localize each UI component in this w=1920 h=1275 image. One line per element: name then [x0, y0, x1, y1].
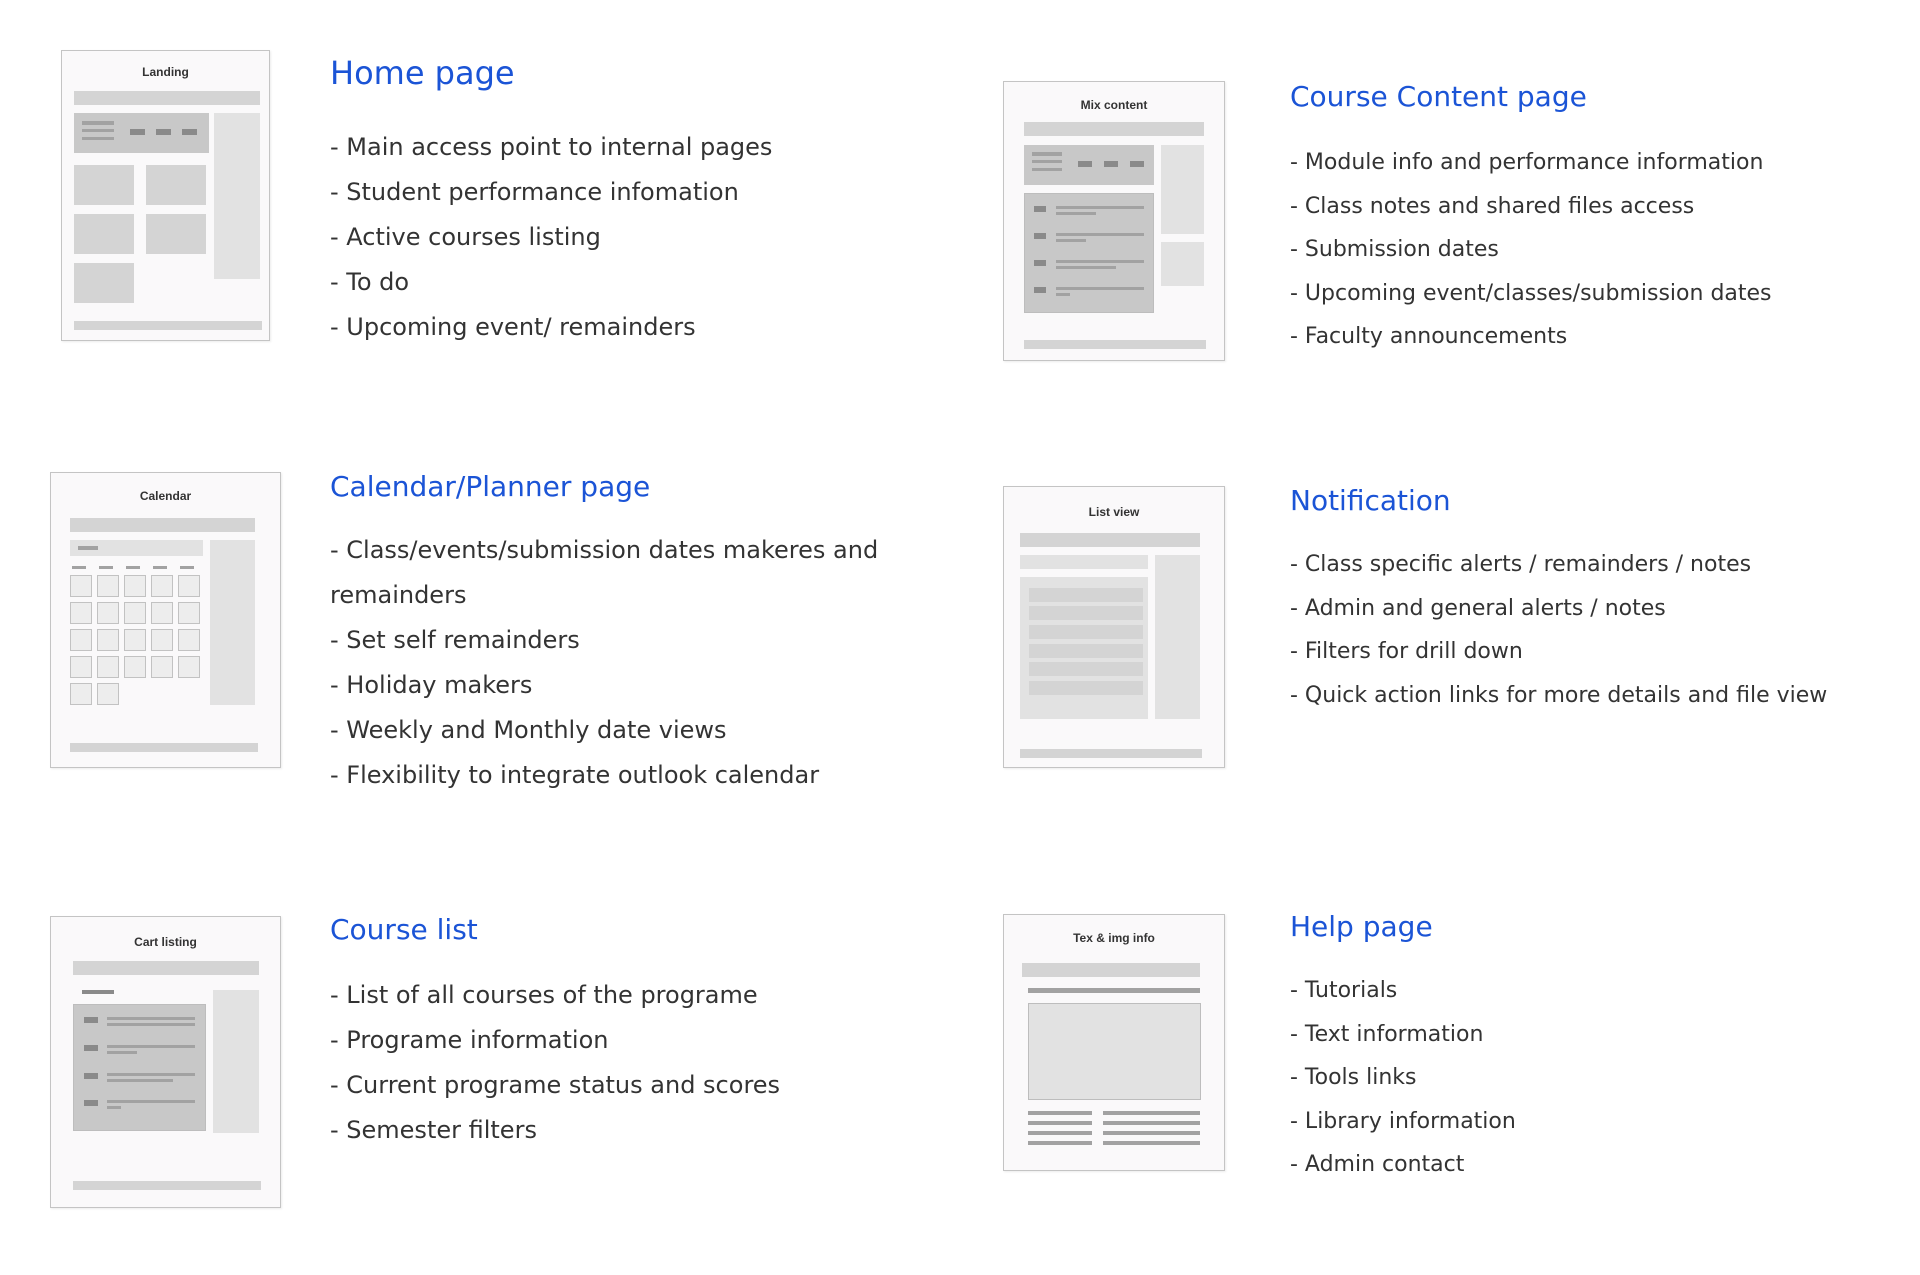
wireframe-calendar-cell [151, 656, 173, 678]
heading-home-page: Home page [330, 54, 515, 92]
calendar-feature-list [330, 528, 878, 798]
list-item: - Active courses listing [330, 223, 601, 251]
list-item: - To do [330, 268, 410, 296]
wireframe-title: Tex & img info [1073, 931, 1155, 945]
list-item: - Set self remainders [330, 626, 580, 654]
wireframe-card [74, 214, 134, 254]
heading-course-list: Course list [330, 913, 478, 946]
wireframe-sidebar [1161, 145, 1204, 234]
list-item: - Admin contact [1290, 1152, 1465, 1177]
wireframe-sidebar [213, 990, 259, 1133]
list-item: - Library information [1290, 1108, 1516, 1134]
wireframe-cart-listing-thumbnail [50, 916, 281, 1208]
wireframe-footer-bar [1020, 749, 1202, 758]
wireframe-footer-bar [1024, 340, 1206, 349]
wireframe-calendar-cell [151, 629, 173, 651]
course-content-feature-list [1290, 141, 1772, 359]
wireframe-header-bar [1020, 533, 1200, 547]
wireframe-calendar-cell [97, 629, 119, 651]
list-item: - Semester filters [330, 1116, 537, 1144]
wireframe-card [74, 165, 134, 205]
wireframe-filter-bar [1020, 555, 1148, 569]
wireframe-calendar-cell [97, 602, 119, 624]
list-item: - Flexibility to integrate outlook calendar [330, 761, 820, 789]
wireframe-sidebar [1155, 555, 1200, 719]
wireframe-header-bar [73, 961, 259, 975]
wireframe-calendar-cell [151, 602, 173, 624]
wireframe-calendar-cell [178, 629, 200, 651]
wireframe-calendar-cell [124, 602, 146, 624]
heading-help-page: Help page [1290, 910, 1433, 943]
list-item: remainders [330, 581, 467, 609]
list-item: - Upcoming event/ remainders [330, 313, 696, 341]
wireframe-landing-thumbnail [61, 50, 270, 341]
wireframe-calendar-thumbnail [50, 472, 281, 768]
course-list-feature-list [330, 973, 780, 1153]
help-page-feature-list [1290, 969, 1516, 1187]
wireframe-calendar-cell [70, 683, 92, 705]
list-item: - Text information [1290, 1021, 1484, 1047]
list-item: - Student performance infomation [330, 178, 739, 206]
wireframe-card [146, 165, 206, 205]
wireframe-text-image-info-thumbnail [1003, 914, 1225, 1171]
wireframe-title: Cart listing [134, 935, 197, 949]
list-item: - Class notes and shared files access [1290, 193, 1695, 219]
wireframe-image-block [1028, 1003, 1201, 1100]
list-item: - Quick action links for more details and file view [1290, 682, 1828, 708]
wireframe-calendar-cell [97, 575, 119, 597]
list-item: - Tutorials [1290, 978, 1398, 1003]
wireframe-card [74, 263, 134, 303]
wireframe-footer-bar [74, 321, 262, 330]
wireframe-title: Calendar [139, 489, 192, 503]
list-item: - Tools links [1290, 1065, 1417, 1090]
wireframe-header-bar [74, 91, 260, 105]
list-item: - Module info and performance information [1290, 150, 1764, 175]
wireframe-sidebar [210, 540, 255, 705]
list-item: - Faculty announcements [1290, 324, 1568, 349]
wireframe-calendar-cell [70, 656, 92, 678]
wireframe-calendar-cell [124, 656, 146, 678]
home-page-feature-list [330, 125, 772, 350]
wireframe-calendar-cell [97, 656, 119, 678]
list-item: - Filters for drill down [1290, 639, 1523, 664]
list-item: - Upcoming event/classes/submission dates [1290, 280, 1772, 306]
wireframe-side-card [1161, 242, 1204, 286]
wireframe-title: Landing [142, 65, 189, 79]
wireframe-mix-content-thumbnail [1003, 81, 1225, 361]
wireframe-header-bar [1024, 122, 1204, 136]
wireframe-footer-bar [73, 1181, 261, 1190]
wireframe-title: Mix content [1080, 98, 1148, 112]
wireframe-header-bar [70, 518, 255, 532]
wireframe-calendar-cell [97, 683, 119, 705]
wireframe-sidebar [214, 113, 260, 279]
wireframe-calendar-cell [178, 602, 200, 624]
wireframe-calendar-cell [124, 575, 146, 597]
list-item: - Programe information [330, 1026, 609, 1054]
list-item: - Holiday makers [330, 671, 533, 699]
wireframe-calendar-cell [70, 602, 92, 624]
wireframe-calendar-cell [178, 656, 200, 678]
notification-feature-list [1290, 543, 1827, 717]
list-item: - Class/events/submission dates makeres and [330, 536, 879, 564]
list-item: - List of all courses of the programe [330, 981, 758, 1009]
heading-calendar-planner-page: Calendar/Planner page [330, 470, 651, 503]
heading-notification: Notification [1290, 484, 1451, 517]
wireframe-calendar-cell [70, 629, 92, 651]
wireframe-footer-bar [70, 743, 258, 752]
wireframe-title: List view [1088, 505, 1140, 519]
wireframe-card [146, 214, 206, 254]
wireframe-calendar-cell [151, 575, 173, 597]
list-item: - Weekly and Monthly date views [330, 716, 727, 744]
heading-course-content-page: Course Content page [1290, 80, 1587, 113]
list-item: - Current programe status and scores [330, 1071, 781, 1099]
list-item: - Main access point to internal pages [330, 133, 773, 161]
wireframe-list-view-thumbnail [1003, 486, 1225, 768]
wireframe-calendar-cell [178, 575, 200, 597]
list-item: - Submission dates [1290, 237, 1499, 262]
list-item: - Class specific alerts / remainders / notes [1290, 552, 1752, 577]
wireframe-calendar-cell [70, 575, 92, 597]
wireframe-calendar-cell [124, 629, 146, 651]
wireframe-header-bar [1022, 963, 1200, 977]
list-item: - Admin and general alerts / notes [1290, 595, 1666, 621]
